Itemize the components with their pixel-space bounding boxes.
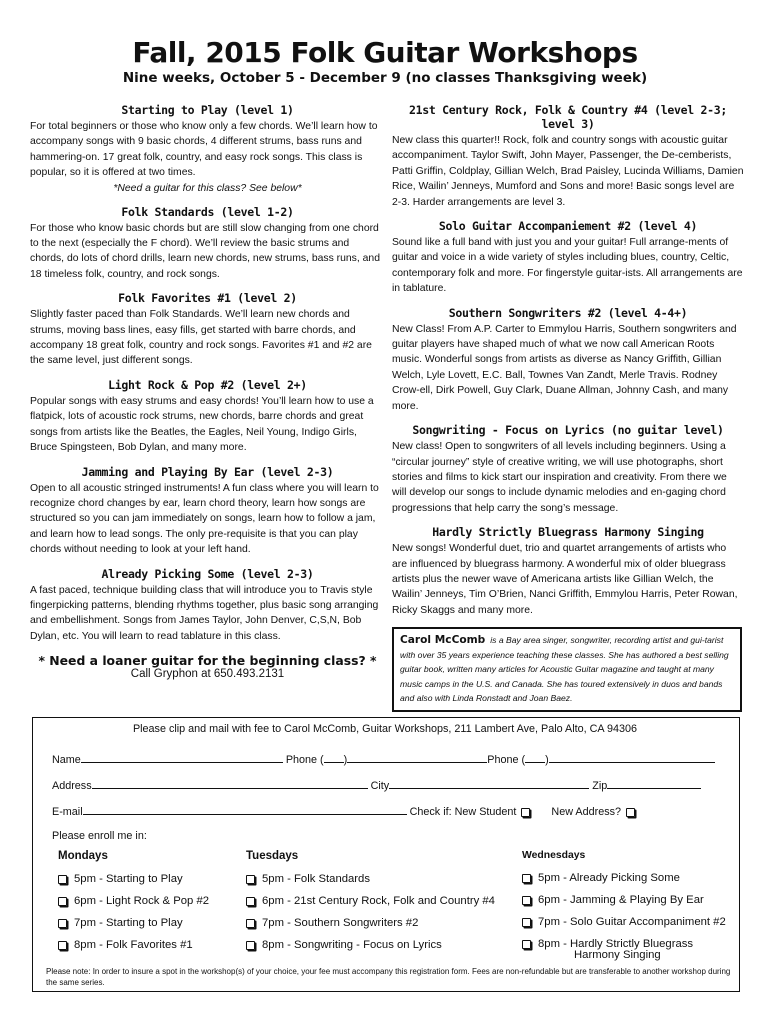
slot-label: 6pm - 21st Century Rock, Folk and Country #4 xyxy=(262,895,495,907)
paren: ) xyxy=(545,754,549,766)
loaner-phone: Call Gryphon at 650.493.2131 xyxy=(130,668,285,681)
slot-label: 7pm - Southern Songwriters #2 xyxy=(262,917,419,929)
instructor-name: Carol McComb xyxy=(400,634,486,647)
class-description: Slightly faster paced than Folk Standards. We’ll learn new chords and strums, moving bass lines, easy fills, get started with barre chords, and accompany 18 great folk, country and rock songs. Favorites #1 and #2 are the same level, just different songs. xyxy=(30,309,372,367)
class-description: New class! Open to songwriters of all levels including beginners. Using a “circular journey” style of creative writing, we will use photographs, short stories and films to kick start our inspiration and creativity. From there we will develop our songs to include dynamic melodies and en-gaging chord progressions that help carry the song’s message. xyxy=(392,441,727,514)
class-title: Starting to Play (level 1) xyxy=(121,103,294,117)
city-label: City xyxy=(370,780,390,792)
slot-checkbox[interactable] xyxy=(58,897,67,906)
slot-option[interactable] xyxy=(246,868,495,890)
zip-label: Zip xyxy=(592,780,608,792)
class-jamming xyxy=(30,465,385,558)
class-already-picking xyxy=(30,567,385,645)
class-description: New Class! From A.P. Carter to Emmylou Harris, Southern songwriters and guitar players have shaped much of what we now call American Roots music. Wonderful songs from artists as diverse as Nancy Griffith, Gillian Welch, Lyle Lovett, E.C. Ball, Townes Van Zandt, Merle Travis. Rodney Crow-ell, Dirk Powell, Guy Clark, Duane Allman, Johnny Cash, and many more. xyxy=(392,323,737,412)
slot-option[interactable] xyxy=(246,890,495,912)
slot-option[interactable] xyxy=(58,868,209,890)
slot-checkbox[interactable] xyxy=(58,875,67,884)
slot-option[interactable] xyxy=(246,912,495,934)
slot-label: 8pm - Songwriting - Focus on Lyrics xyxy=(262,939,442,951)
address-label: Address xyxy=(52,780,92,792)
guitar-note: *Need a guitar for this class? See below* xyxy=(113,182,302,194)
instructor-bio-box xyxy=(392,627,742,712)
class-description: Sound like a full band with just you and your guitar! Full arrange-ments of guitar and voice in a wide variety of styles including blues, country, Celtic, contemporary folk and more. For fingerstyle guitar-ists. All arrangements are in tablature. xyxy=(392,237,743,295)
class-description: A fast paced, technique building class that will introduce you to Travis style fingerpicking patterns, blending rhythms together, plus basic song arranging and embellishment. Songs from James Taylor, John Denver, C,S,N, Bob Dylan, etc. You will learn to read tablature in this class. xyxy=(30,584,379,642)
name-label: Name xyxy=(52,754,81,766)
class-bluegrass-harmony xyxy=(392,525,744,618)
class-description: Popular songs with easy strums and easy chords! You’ll learn how to use a flatpick, lots of acoustic rock strums, new chords, barre chords and great songs from artists like the Beatles, the Eagles, Neil Young, Indigo Girls, Bruce Spingsteen, Bob Dylan, and many more. xyxy=(30,395,374,454)
class-southern-songwriters xyxy=(392,306,744,414)
wednesdays-column xyxy=(522,850,726,961)
class-title: Jamming and Playing By Ear (level 2-3) xyxy=(81,464,334,479)
slot-checkbox[interactable] xyxy=(522,896,531,905)
email-label: E-mail xyxy=(52,806,83,818)
slot-checkbox[interactable] xyxy=(246,941,255,950)
phone-label-2: Phone ( xyxy=(487,754,526,766)
day-heading: Wednesdays xyxy=(522,850,586,861)
phone-field[interactable] xyxy=(347,752,487,763)
class-21st-century xyxy=(392,103,744,210)
address-row xyxy=(52,778,701,792)
phone2-area-code-field[interactable] xyxy=(525,752,545,763)
class-description: New class this quarter!! Rock, folk and country songs with acoustic guitar accompaniment. Taylor Swift, John Mayer, Passenger, the De-cemberists, Patti Griffin, Coldplay, Gillian Welch, Brad Paisley, Lucinda Williams, Damien Rice, Wailin’ Jenneys, Mumford and Sons and more! Basic songs level are 2-3. Harder arrangements are level 3. xyxy=(392,135,744,208)
class-title: 21st Century Rock, Folk & Country #4 (level 2-3; level 3) xyxy=(409,103,727,131)
class-folk-favorites xyxy=(30,291,385,369)
class-description: New songs! Wonderful duet, trio and quartet arrangements of artists who are influenced by bluegrass harmony. A wonderful mix of older bluegrass artists plus the newer wave of Americana artists like Gillian Welch, the Wailin’ Jenneys, Tim O’Brien, Nanci Griffith, Emmylou Harris, Peter Rowan, Ricky Skaggs and many more. xyxy=(392,543,738,616)
slot-checkbox[interactable] xyxy=(246,919,255,928)
left-column xyxy=(30,103,385,680)
mondays-column xyxy=(58,850,209,956)
loaner-guitar-notice: * Need a loaner guitar for the beginning class? * xyxy=(38,653,377,669)
tuesdays-column xyxy=(246,850,495,956)
phone2-field[interactable] xyxy=(549,752,715,763)
fee-footnote: Please note: In order to insure a spot in the workshop(s) of your choice, your fee must accompany this registration form. Fees are non-refundable but are transferable to another workshop during the same series. xyxy=(46,967,731,987)
slot-checkbox[interactable] xyxy=(246,897,255,906)
day-heading: Mondays xyxy=(58,850,108,862)
class-description: For those who know basic chords but are still slow changing from one chord to the next (especially the F chord). We’ll review the basic strums and chords, do lots of chord drills, learn new chords, new strums, bass runs, and 18 timeless folk, country, and rock songs. xyxy=(30,222,380,280)
name-field[interactable] xyxy=(81,752,283,763)
new-address-label: New Address? xyxy=(551,806,622,818)
class-title: Folk Favorites #1 (level 2) xyxy=(118,291,297,306)
name-row xyxy=(52,752,715,766)
class-solo-guitar xyxy=(392,219,744,297)
slot-checkbox[interactable] xyxy=(58,919,67,928)
class-title: Songwriting - Focus on Lyrics (no guitar level) xyxy=(412,423,724,438)
slot-label: 6pm - Jamming & Playing By Ear xyxy=(538,894,704,906)
slot-label: 8pm - Folk Favorites #1 xyxy=(74,939,193,951)
paren: ) xyxy=(343,754,348,766)
class-starting-to-play xyxy=(30,103,385,196)
address-field[interactable] xyxy=(92,778,368,789)
page-title: Fall, 2015 Folk Guitar Workshops xyxy=(132,36,638,69)
slot-option[interactable] xyxy=(522,867,726,889)
phone-area-code-field[interactable] xyxy=(324,752,344,763)
slot-label: 6pm - Light Rock & Pop #2 xyxy=(74,895,210,907)
new-student-label: Check if: New Student xyxy=(409,806,517,818)
class-description: Open to all acoustic stringed instruments! A fun class where you will learn to recognize chord changes by ear, learn chord theory, learn how songs are structured so you can jam immediately on songs, learn how to follow a jam, and learn how to lead songs. The only pre-requisite is that you can play chords without needing to look at your left hand. xyxy=(30,482,379,556)
slot-option[interactable] xyxy=(58,912,209,934)
slot-label: 5pm - Folk Standards xyxy=(262,873,370,885)
instructor-bio: is a Bay area singer, songwriter, recording artist and gui-tarist with over 35 years experience teaching these classes. She has authored a best selling guitar book, written many articles for Acoustic Guitar magazine and taught at many music camps in the U.S. and Canada. She has toured extensively in duos and bands and also with Linda Ronstadt and Joan Baez. xyxy=(400,635,729,704)
page-subtitle: Nine weeks, October 5 - December 9 (no classes Thanksgiving week) xyxy=(122,70,648,86)
class-folk-standards xyxy=(30,205,385,283)
slot-checkbox[interactable] xyxy=(58,941,67,950)
email-row xyxy=(52,804,635,818)
new-student-checkbox[interactable] xyxy=(521,808,530,817)
slot-label: 7pm - Starting to Play xyxy=(74,917,183,929)
slot-option[interactable] xyxy=(58,934,209,956)
enroll-label: Please enroll me in: xyxy=(52,830,147,842)
slot-option[interactable] xyxy=(58,890,209,912)
class-title: Southern Songwriters #2 (level 4-4+) xyxy=(448,305,688,320)
slot-option[interactable] xyxy=(246,934,495,956)
new-address-checkbox[interactable] xyxy=(626,808,635,817)
class-title: Folk Standards (level 1-2) xyxy=(121,204,294,219)
phone-label: Phone ( xyxy=(285,754,324,766)
email-field[interactable] xyxy=(83,804,407,815)
slot-label: 5pm - Already Picking Some xyxy=(538,872,680,884)
slot-checkbox[interactable] xyxy=(522,874,531,883)
right-column xyxy=(392,103,744,712)
slot-option[interactable] xyxy=(522,889,726,911)
class-description: For total beginners or those who know only a few chords. We’ll learn how to accompany songs with 9 basic chords, 4 different strums, bass runs and hammering-on. 17 great folk, country, and easy rock songs. This class is popular, so it is offered at two times. xyxy=(30,121,378,179)
slot-label-continuation: Harmony Singing xyxy=(574,949,661,961)
class-title: Solo Guitar Accompaniement #2 (level 4) xyxy=(438,219,698,234)
city-field[interactable] xyxy=(389,778,589,789)
class-light-rock-pop xyxy=(30,378,385,456)
slot-checkbox[interactable] xyxy=(522,918,531,927)
slot-label: 8pm - Hardly Strictly Bluegrass xyxy=(538,938,694,950)
slot-label: 5pm - Starting to Play xyxy=(74,873,183,885)
class-title: Already Picking Some (level 2-3) xyxy=(101,566,314,581)
class-title: Light Rock & Pop #2 (level 2+) xyxy=(108,377,307,392)
class-title: Hardly Strictly Bluegrass Harmony Singing xyxy=(432,525,704,540)
slot-checkbox[interactable] xyxy=(522,940,531,949)
mail-instructions: Please clip and mail with fee to Carol McComb, Guitar Workshops, 211 Lambert Ave, Palo Alto, CA 94306 xyxy=(132,723,638,735)
class-songwriting xyxy=(392,423,744,516)
slot-checkbox[interactable] xyxy=(246,875,255,884)
zip-field[interactable] xyxy=(607,778,701,789)
slot-label: 7pm - Solo Guitar Accompaniment #2 xyxy=(538,916,726,928)
day-heading: Tuesdays xyxy=(246,850,299,862)
slot-option[interactable] xyxy=(522,911,726,933)
